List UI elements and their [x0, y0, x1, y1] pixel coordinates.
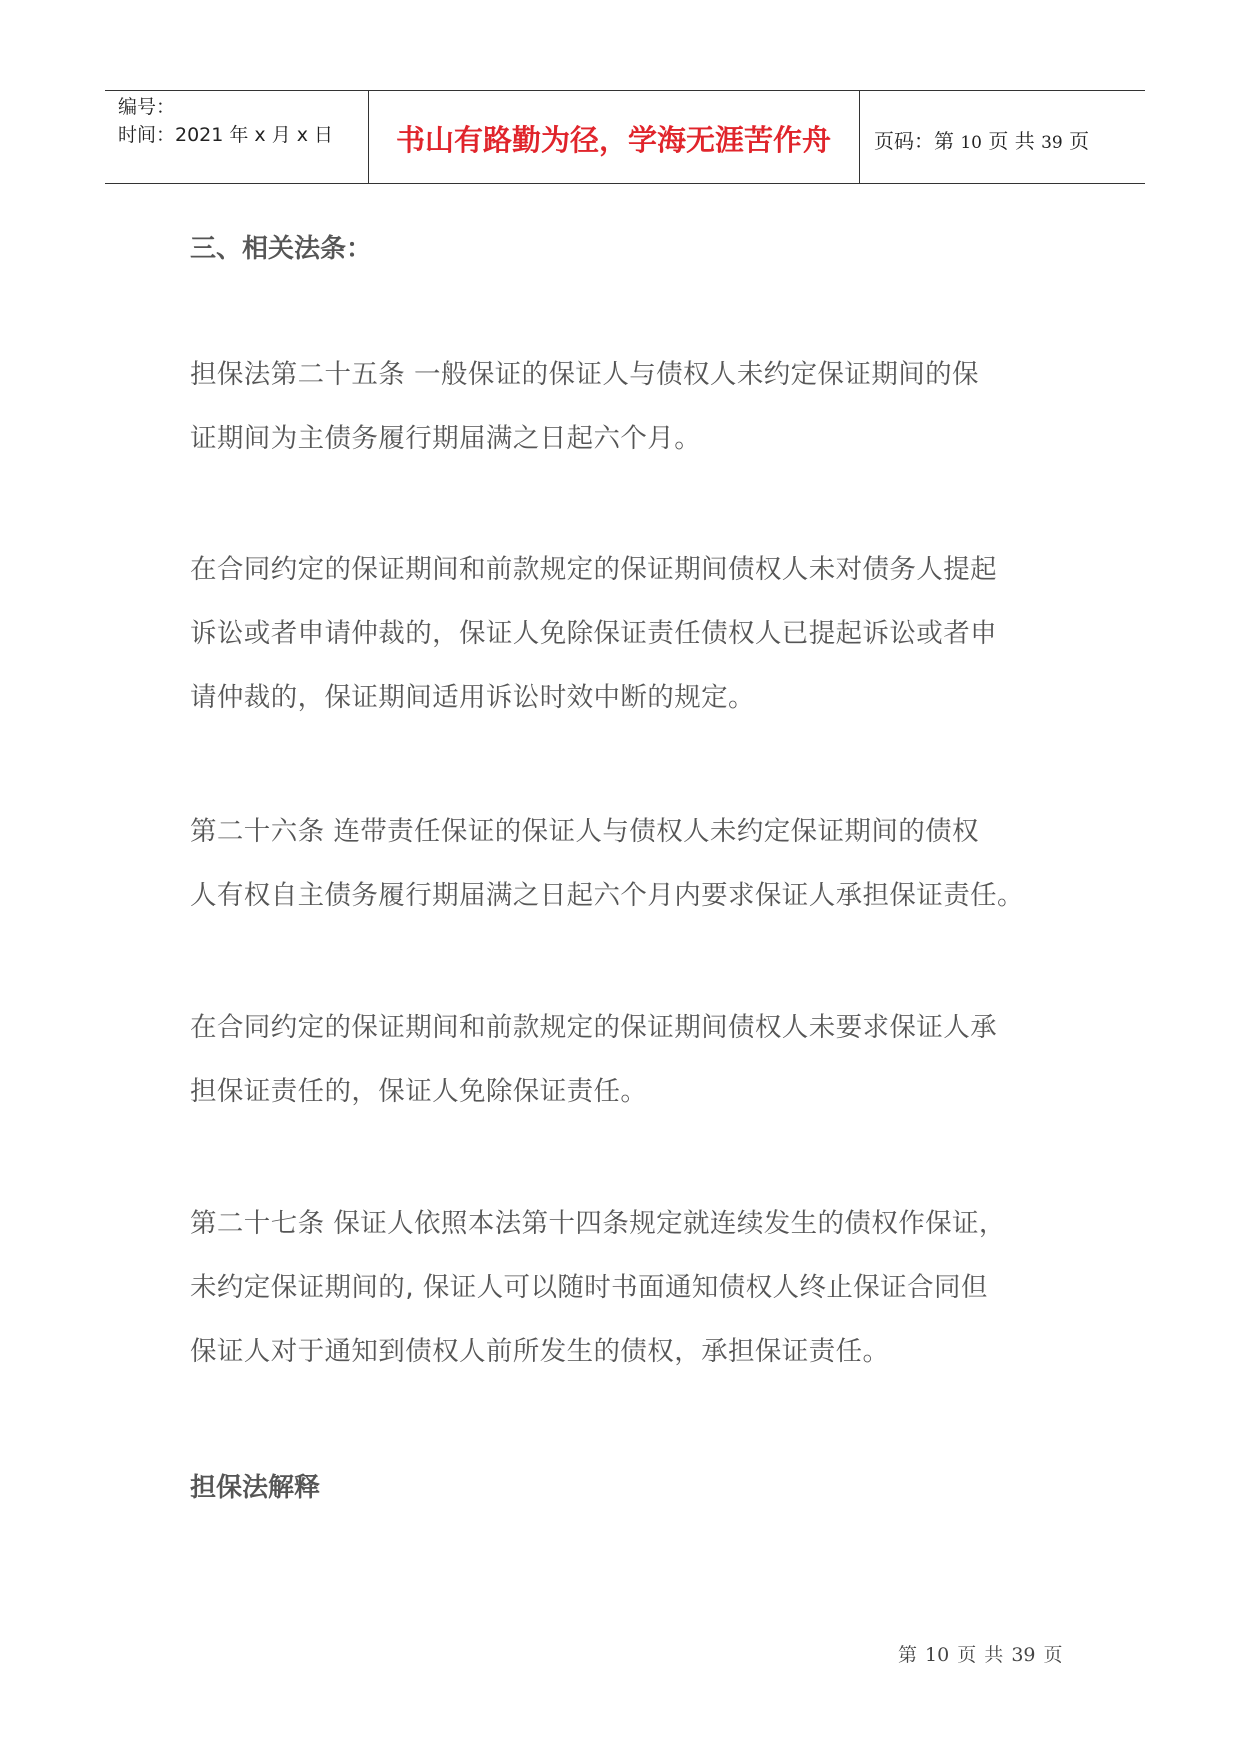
paragraph-line: 在合同约定的保证期间和前款规定的保证期间债权人未对债务人提起 — [190, 554, 997, 585]
header-divider-right — [859, 90, 860, 183]
paragraph-article-26 — [190, 800, 1090, 928]
paragraph-line: 人有权自主债务履行期届满之日起六个月内要求保证人承担保证责任。 — [190, 880, 1024, 911]
document-number-label: 编号： — [118, 96, 176, 118]
header-bottom-rule — [105, 183, 1145, 184]
footer-page-number: 第 10 页 共 39 页 — [898, 1644, 1063, 1666]
header-meta — [118, 93, 333, 149]
header-page-total: 39 — [1041, 133, 1063, 153]
paragraph-line: 诉讼或者申请仲裁的，保证人免除保证责任债权人已提起诉讼或者申 — [190, 618, 997, 649]
header-top-rule — [105, 90, 1145, 91]
paragraph-line: 证期间为主债务履行期届满之日起六个月。 — [190, 423, 702, 454]
paragraph-line: 担保法第二十五条 一般保证的保证人与债权人未约定保证期间的保 — [190, 359, 979, 390]
paragraph-line: 保证人对于通知到债权人前所发生的债权，承担保证责任。 — [190, 1336, 890, 1367]
paragraph-article-27 — [190, 1192, 1090, 1384]
paragraph-line: 第二十六条 连带责任保证的保证人与债权人未约定保证期间的债权 — [190, 816, 979, 847]
header-page-info — [874, 125, 1089, 154]
paragraph-line: 请仲裁的，保证期间适用诉讼时效中断的规定。 — [190, 682, 755, 713]
paragraph-line: 担保证责任的，保证人免除保证责任。 — [190, 1076, 648, 1107]
paragraph-article-26-clause-2 — [190, 996, 1090, 1124]
paragraph-article-25-clause-2 — [190, 538, 1090, 730]
document-time: 时间：2021 年 x 月 x 日 — [118, 124, 334, 146]
header-page-mid: 页 共 — [988, 129, 1035, 153]
section-heading: 三、相关法条： — [190, 234, 373, 264]
paragraph-line: 第二十七条 保证人依照本法第十四条规定就连续发生的债权作保证， — [190, 1208, 1006, 1239]
header-page-suffix: 页 — [1069, 129, 1090, 153]
paragraph-line: 未约定保证期间的, 保证人可以随时书面通知债权人终止保证合同但 — [190, 1272, 988, 1303]
paragraph-line: 在合同约定的保证期间和前款规定的保证期间债权人未要求保证人承 — [190, 1012, 997, 1043]
header-page-current: 10 — [960, 133, 982, 153]
paragraph-article-25 — [190, 343, 1090, 471]
closing-heading: 担保法解释 — [190, 1473, 321, 1503]
header-page-prefix: 页码：第 — [874, 129, 954, 153]
header-motto: 书山有路勤为径，学海无涯苦作舟 — [395, 123, 831, 157]
